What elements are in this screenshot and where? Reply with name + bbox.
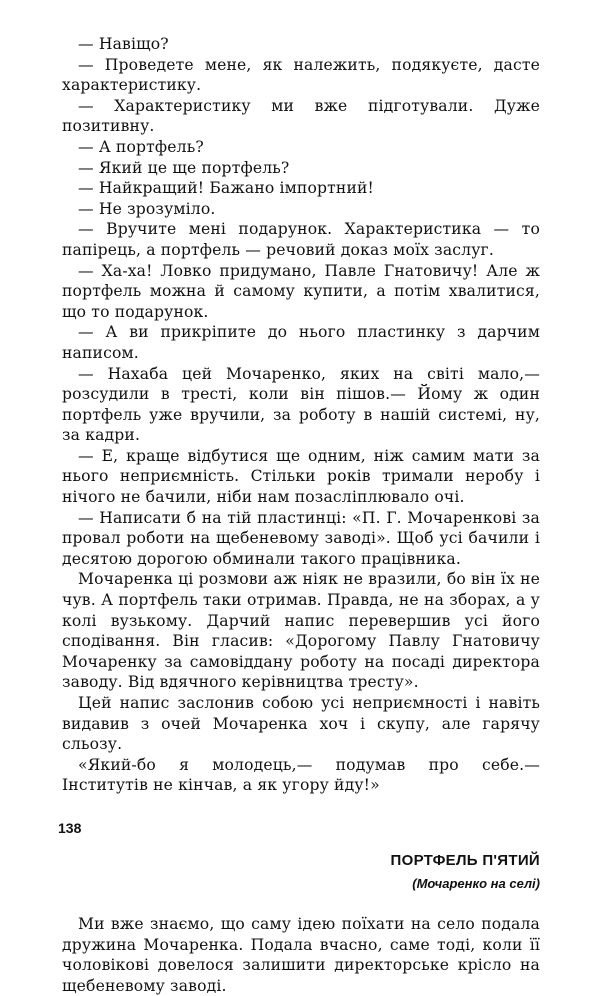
paragraph: — Нахаба цей Мочаренко, яких на світі мало,— розсудили в тресті, коли він пішов.— Йому ж один портфель уже вручили, за роботу в нашій системі, ну, за кадри. [62, 364, 540, 445]
paragraph: — Навіщо? [78, 35, 169, 53]
section-title: ПОРТФЕЛЬ П'ЯТИЙ [390, 851, 540, 869]
paragraph: — Е, краще відбутися ще одним, ніж самим мати за нього неприємність. Стільки років тримали неробу і нічого не бачили, ніби нам позасліплювало очі. [62, 446, 540, 507]
paragraph: — Який це ще портфель? [78, 158, 290, 177]
page-number: 138 [58, 820, 82, 836]
paragraph: — Ха-ха! Ловко придумано, Павле Гнатовичу! Але ж портфель можна й самому купити, а потім хвалитися, що то подарунок. [62, 261, 540, 321]
section-body [62, 914, 540, 996]
paragraph: Цей напис заслонив собою усі неприємності і навіть видавив з очей Мочаренка хоч і скупу, але гарячу сльозу. [62, 694, 540, 754]
paragraph: — А портфель? [78, 137, 204, 156]
paragraph: — Вручите мені подарунок. Характеристика — то папірець, а портфель — речовий доказ моїх заслуг. [62, 220, 540, 259]
section-subtitle: (Мочаренко на селі) [412, 875, 540, 891]
paragraph: — Проведете мене, як належить, подякуєте, дасте характеристику. [62, 55, 540, 95]
paragraph: Мочаренка ці розмови аж ніяк не вразили, бо він їх не чув. А портфель таки отримав. Правда, не на зборах, а у колі вузькому. Дарчий напис перевершив усі його сподівання. Він гласив: «Дорогому Павлу Гнатовичу Мочаренку за самовіддану роботу на посаді директора заводу. Від вдячного керівництва тресту». [62, 570, 540, 692]
paragraph: — Характеристику ми вже підготували. Дуже позитивну. [62, 96, 540, 136]
paragraph: — А ви прикріпите до нього пластинку з дарчим написом. [62, 323, 540, 362]
dialogue-block [62, 34, 540, 796]
paragraph: Ми вже знаємо, що саму ідею поїхати на село подала дружина Мочаренка. Подала вчасно, саме тоді, коли її чоловікові довелося залишити директорське крісло на щебеневому заводі. [62, 914, 540, 995]
paragraph: «Який-бо я молодець,— подумав про себе.— Інститутів не кінчав, а як угору йду!» [62, 755, 540, 795]
paragraph: — Не зрозуміло. [78, 199, 216, 218]
paragraph: — Написати б на тій пластинці: «П. Г. Мочаренкові за провал роботи на щебеневому заводі». Щоб усі бачили і десятою дорогою обминали такого працівника. [62, 508, 540, 568]
page-text-block [62, 34, 540, 996]
section-spacer [62, 796, 540, 850]
section-spacer [62, 894, 540, 914]
paragraph: — Найкращий! Бажано імпортний! [78, 179, 374, 198]
